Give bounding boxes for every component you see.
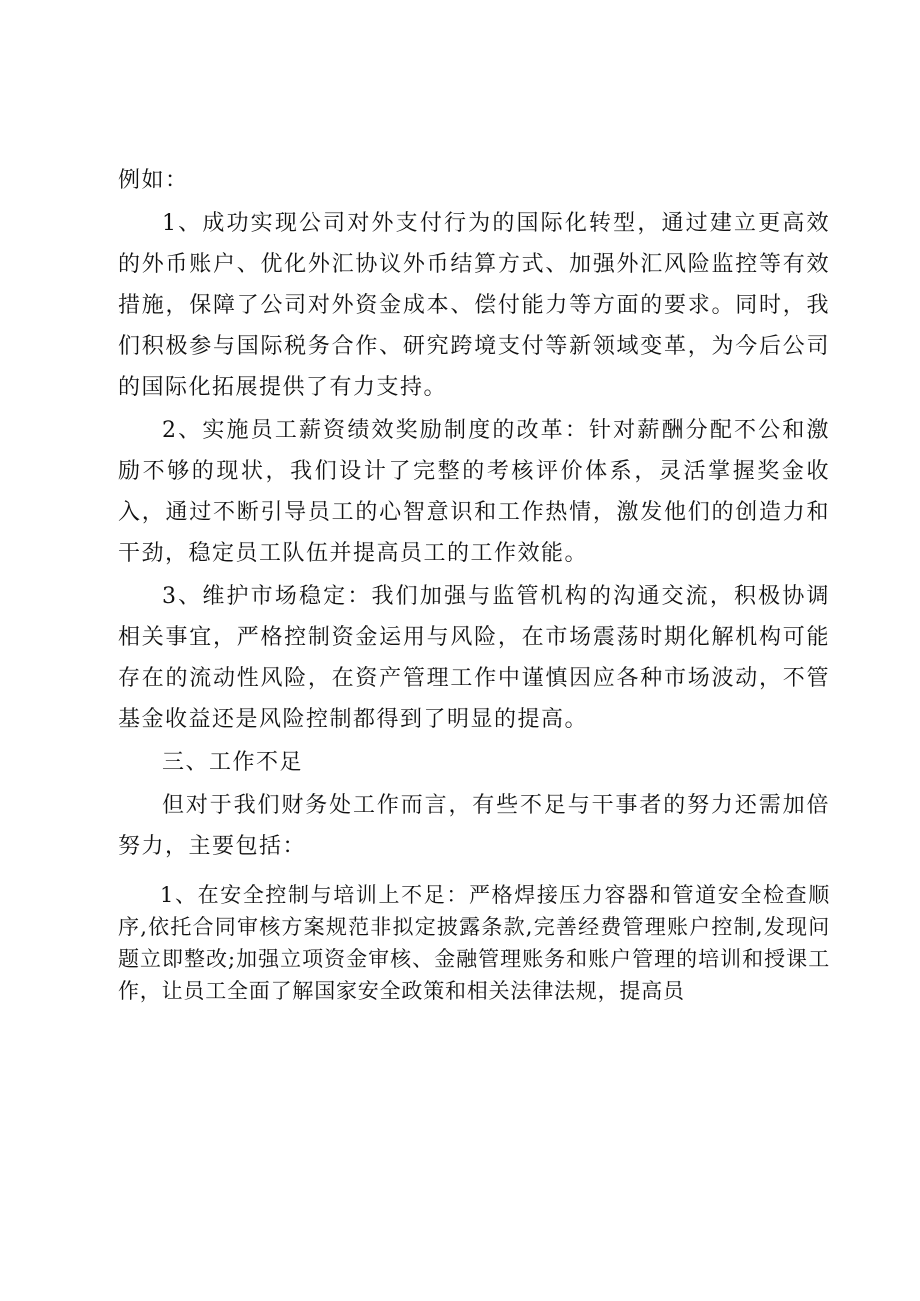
paragraph-item-1: 1、成功实现公司对外支付行为的国际化转型，通过建立更高效的外币账户、优化外汇协议外币结算方式、加强外汇风险监控等有效措施，保障了公司对外资金成本、偿付能力等方面的要求。同时，我们积极参与国际税务合作、研究跨境支付等新领域变革，为今后公司的国际化拓展提供了有力支持。 (118, 211, 830, 400)
section-heading-shortcomings: 三、工作不足 (162, 750, 304, 775)
paragraph-item-3: 3、维护市场稳定：我们加强与监管机构的沟通交流，积极协调相关事宜，严格控制资金运用与风险，在市场震荡时期化解机构可能存在的流动性风险，在资产管理工作中谨慎因应各种市场波动，不管基金收益还是风险控制都得到了明显的提高。 (118, 584, 830, 732)
paragraph-shortcomings-intro: 但对于我们财务处工作而言，有些不足与干事者的努力还需加倍努力，主要包括： (118, 793, 830, 859)
document-body (118, 160, 830, 1007)
paragraph-intro: 例如： (118, 168, 189, 193)
paragraph-item-2: 2、实施员工薪资绩效奖励制度的改革：针对薪酬分配不公和激励不够的现状，我们设计了完整的考核评价体系，灵活掌握奖金收入，通过不断引导员工的心智意识和工作热情，激发他们的创造力和干劲，稳定员工队伍并提高员工的工作效能。 (118, 418, 830, 566)
paragraph-shortcoming-1: 1、在安全控制与培训上不足：严格焊接压力容器和管道安全检查顺序,依托合同审核方案规范非拟定披露条款,完善经费管理账户控制,发现问题立即整改;加强立项资金审核、金融管理账务和账户管理的培训和授课工作，让员工全面了解国家安全政策和相关法律法规，提高员 (118, 883, 830, 1003)
